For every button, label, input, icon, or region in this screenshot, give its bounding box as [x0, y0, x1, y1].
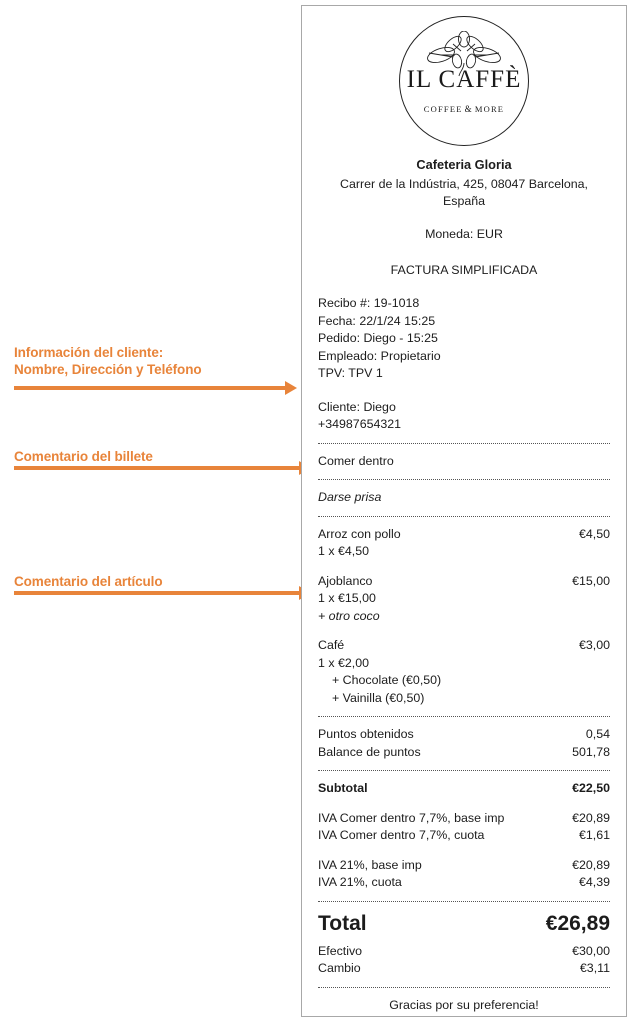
line-items — [318, 526, 610, 708]
footer-message: Gracias por su preferencia! — [389, 997, 539, 1012]
line-item — [318, 526, 610, 561]
annotation-arrow-item-comment — [14, 591, 300, 595]
annotation-arrow-bill-comment — [14, 466, 300, 470]
row-label: Cambio — [318, 961, 361, 975]
currency-line: Moneda: EUR — [425, 227, 503, 241]
line-item — [318, 573, 610, 626]
row-value: €1,61 — [578, 828, 610, 842]
row-value: €30,00 — [572, 943, 610, 958]
logo-tagline-right: MORE — [474, 103, 505, 114]
logo-tagline-amp: & — [464, 103, 473, 114]
row-value: 501,78 — [572, 744, 610, 759]
subtotal-row — [318, 780, 610, 798]
divider — [318, 443, 610, 444]
row-label: IVA 21%, base imp — [318, 857, 422, 872]
annotation-layer — [0, 0, 302, 1024]
line-item-quantity: 1 x €15,00 — [318, 591, 376, 605]
annotation-label-bill-comment — [14, 448, 153, 465]
receipt-meta-line: TPV: TPV 1 — [318, 366, 383, 380]
row-value: €20,89 — [572, 810, 610, 825]
divider — [318, 770, 610, 771]
brand-logo — [318, 6, 610, 154]
row-label: Ajoblanco — [318, 573, 373, 588]
amount-row — [318, 827, 610, 845]
row-value: €3,11 — [579, 961, 610, 975]
receipt-meta-line: Empleado: Propietario — [318, 348, 441, 363]
line-item-quantity: 1 x €2,00 — [318, 655, 369, 670]
bill-comment: Darse prisa — [318, 490, 382, 504]
line-item — [318, 637, 610, 707]
annotation-label-customer-info — [14, 344, 202, 378]
payments-block — [318, 943, 610, 978]
row-label: Efectivo — [318, 943, 363, 958]
amount-row — [318, 744, 610, 762]
document-type: FACTURA SIMPLIFICADA — [390, 263, 538, 277]
receipt-panel — [301, 5, 627, 1017]
row-label: Café — [318, 638, 345, 652]
divider — [318, 901, 610, 902]
row-label: Arroz con pollo — [318, 526, 401, 541]
store-name: Cafeteria Gloria — [416, 157, 512, 172]
row-label: Puntos obtenidos — [318, 727, 414, 741]
amount-row — [318, 960, 610, 978]
receipt-meta-line: Fecha: 22/1/24 15:25 — [318, 313, 436, 328]
subtotal-label: Subtotal — [318, 781, 368, 795]
logo-tagline-left: COFFEE — [423, 103, 463, 114]
coffee-branch-icon — [421, 31, 507, 82]
customer-block — [318, 399, 610, 434]
line-item-note: + otro coco — [318, 608, 380, 623]
customer-name: Cliente: Diego — [318, 399, 396, 414]
amount-row — [318, 637, 610, 655]
divider — [318, 987, 610, 988]
annotation-text: Nombre, Dirección y Teléfono — [14, 362, 202, 377]
row-value: €15,00 — [572, 573, 610, 588]
annotation-arrow-customer-info — [14, 386, 286, 390]
total-value: €26,89 — [545, 911, 610, 935]
annotation-text: Comentario del billete — [14, 449, 153, 464]
line-item-quantity: 1 x €4,50 — [318, 544, 369, 558]
row-value: €20,89 — [572, 857, 610, 872]
amount-row — [318, 810, 610, 828]
divider — [318, 716, 610, 717]
row-label: IVA Comer dentro 7,7%, cuota — [318, 828, 485, 842]
row-label: IVA 21%, cuota — [318, 875, 402, 889]
tax-group-b — [318, 857, 610, 892]
annotation-text: Comentario del artículo — [14, 574, 163, 589]
logo-wordmark: IL CAFFÈ — [406, 65, 522, 93]
amount-row — [318, 857, 610, 875]
total-row — [318, 911, 610, 937]
store-address: Carrer de la Indústria, 425, 08047 Barcelona, España — [340, 177, 588, 208]
amount-row — [318, 874, 610, 892]
divider — [318, 516, 610, 517]
row-value: 0,54 — [585, 727, 610, 741]
total-label: Total — [318, 911, 367, 935]
row-value: €3,00 — [578, 638, 610, 652]
line-item-modifier: + Chocolate (€0,50) — [332, 673, 442, 687]
customer-phone: +34987654321 — [318, 417, 402, 431]
tax-group-a — [318, 810, 610, 845]
receipt-meta-line: Pedido: Diego - 15:25 — [318, 331, 438, 345]
amount-row — [318, 573, 610, 591]
amount-row — [318, 726, 610, 744]
annotation-label-item-comment — [14, 573, 162, 590]
receipt-meta-line: Recibo #: 19-1018 — [318, 296, 420, 310]
subtotal-value: €22,50 — [572, 781, 610, 795]
row-label: Balance de puntos — [318, 744, 421, 759]
annotation-text: Información del cliente: — [14, 345, 164, 360]
receipt-meta-block — [318, 295, 610, 383]
service-type: Comer dentro — [318, 453, 394, 468]
line-item-modifier: + Vainilla (€0,50) — [332, 690, 425, 705]
points-block — [318, 726, 610, 761]
logo-tagline — [424, 101, 504, 118]
row-label: IVA Comer dentro 7,7%, base imp — [318, 810, 505, 825]
row-value: €4,39 — [578, 875, 610, 889]
row-value: €4,50 — [578, 526, 610, 541]
amount-row — [318, 943, 610, 961]
divider — [318, 479, 610, 480]
amount-row — [318, 526, 610, 544]
